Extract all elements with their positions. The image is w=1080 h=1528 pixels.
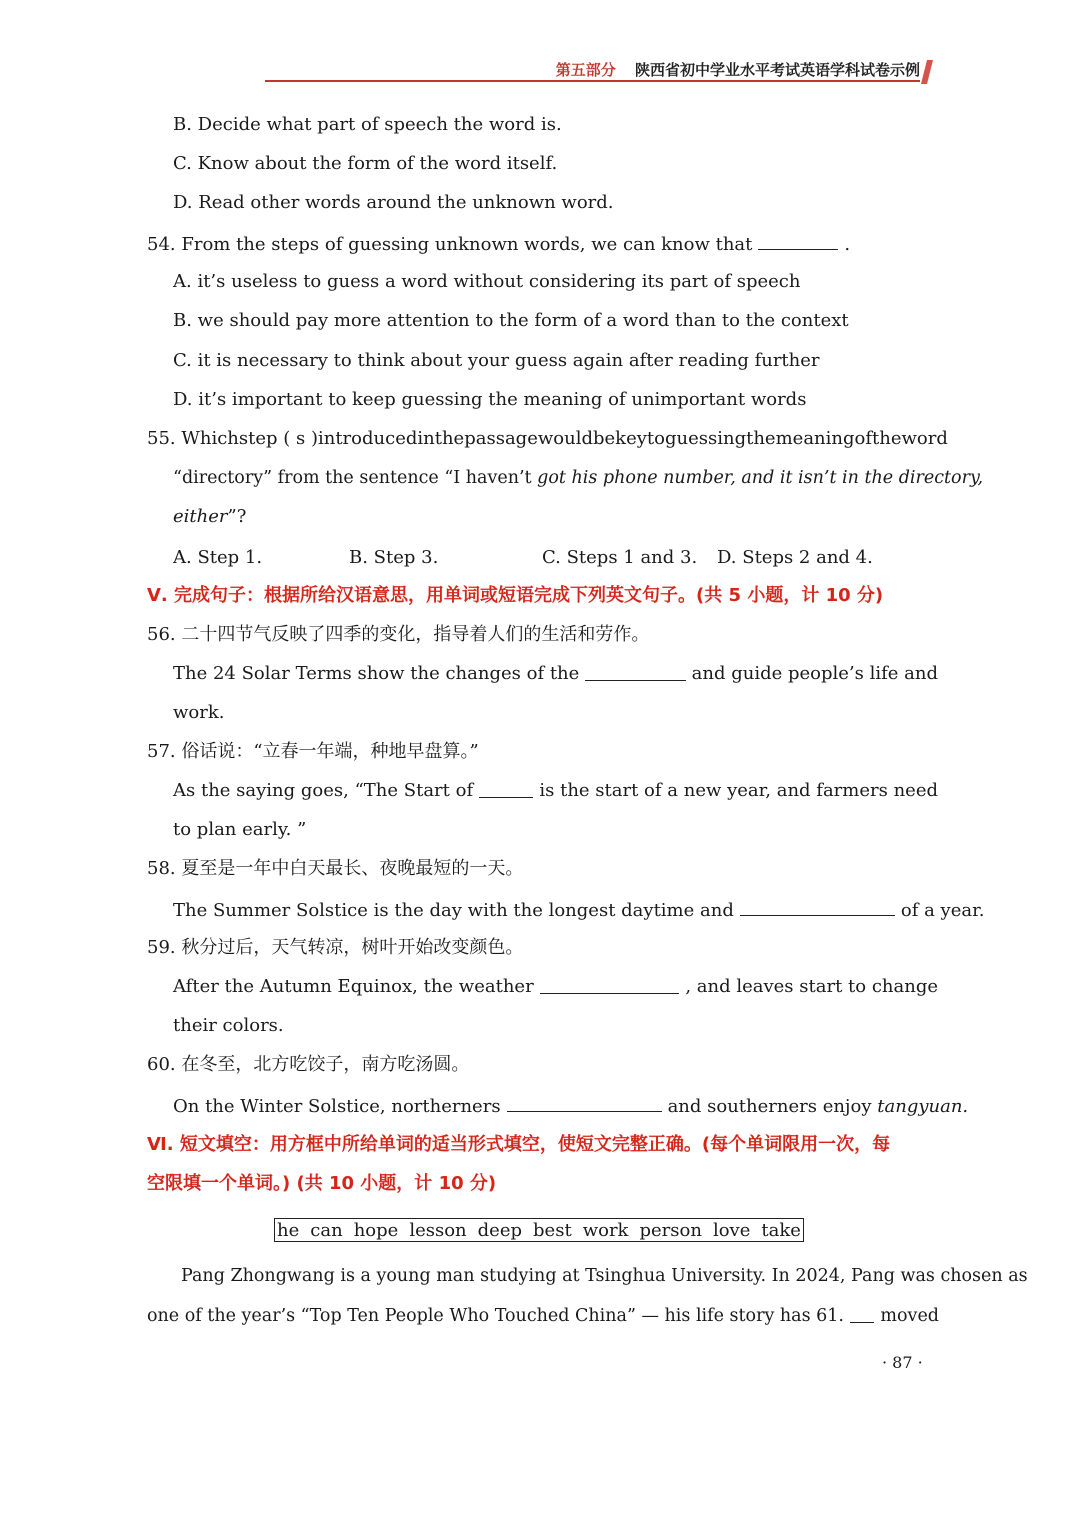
passage-line2-end: moved [880, 1306, 939, 1326]
q55-stem-line1 [147, 427, 948, 451]
q55-line3-quote: either [173, 506, 228, 527]
q53-option-d: D. Read other words around the unknown word. [173, 192, 614, 213]
q56-text-pre: The 24 Solar Terms show the changes of the [173, 663, 580, 684]
q54-stem [147, 231, 850, 257]
word-box-item: he [277, 1219, 300, 1241]
q55-word: the [434, 428, 465, 449]
q60-answer-blank[interactable] [507, 1093, 662, 1112]
q57-text-pre: As the saying goes, “The Start of [173, 780, 474, 801]
q60-chinese: 60. 在冬至，北方吃饺子，南方吃汤圆。 [147, 1054, 470, 1075]
q60-text-pre: On the Winter Solstice, northerners [173, 1096, 501, 1117]
q57-chinese: 57. 俗话说：“立春一年端，种地早盘算。” [147, 741, 479, 762]
q58-answer-blank[interactable] [740, 897, 895, 916]
section-vi-heading-line2: 空限填一个单词。) (共 10 小题，计 10 分) [147, 1173, 497, 1194]
q55-word: of [854, 428, 873, 449]
q60-italic-word: tangyuan. [877, 1096, 969, 1117]
q55-line2-text: “directory” from the sentence “I haven’t [173, 468, 532, 488]
word-box-item: can [310, 1219, 343, 1241]
q54-option-b: B. we should pay more attention to the form of a word than to the context [173, 310, 849, 331]
header-title: 陕西省初中学业水平考试英语学科试卷示例 [634, 61, 920, 79]
q55-word: meaning [775, 428, 855, 449]
q57-answer-blank[interactable] [479, 779, 533, 798]
q54-option-c: C. it is necessary to think about your guess again after reading further [173, 350, 820, 371]
q56-answer-blank[interactable] [585, 662, 685, 681]
word-box-item: person [639, 1219, 702, 1241]
q57-english [173, 779, 938, 803]
q60-english [173, 1093, 968, 1119]
header-rule [265, 80, 920, 82]
q53-option-b: B. Decide what part of speech the word is. [173, 114, 562, 135]
q59-english [173, 975, 938, 999]
q55-word: to [646, 428, 665, 449]
q54-stem-text: 54. From the steps of guessing unknown words, we can know that [147, 234, 753, 255]
section-vi-heading-line1: Ⅵ. 短文填空：用方框中所给单词的适当形式填空，使短文完整正确。(每个单词限用一次，每 [147, 1134, 891, 1155]
q55-stem-line3 [173, 505, 246, 529]
q54-option-a: A. it’s useless to guess a word without considering its part of speech [173, 271, 801, 292]
q54-stem-end: . [844, 234, 851, 255]
page-header [265, 58, 930, 84]
q55-option-d: D. Steps 2 and 4. [717, 547, 873, 568]
q56-text-post: and guide people’s life and [691, 663, 938, 684]
q56-english [173, 662, 938, 686]
header-tag [556, 59, 920, 80]
q55-word: guessing [664, 428, 747, 449]
word-box-item: best [533, 1219, 572, 1241]
q55-word: step ( s ) [238, 428, 318, 449]
word-box-item: love [712, 1219, 751, 1241]
q54-answer-blank[interactable] [758, 231, 838, 250]
q55-line2-quote: got his phone number, and it isn’t in the directory, [537, 468, 984, 488]
q59-english-cont: their colors. [173, 1015, 284, 1036]
q55-word: 55. Which [147, 428, 239, 449]
q55-option-b: B. Step 3. [349, 547, 439, 568]
q59-text-pre: After the Autumn Equinox, the weather [173, 976, 534, 997]
passage-line2 [147, 1304, 939, 1328]
q58-text-pre: The Summer Solstice is the day with the longest daytime and [173, 900, 734, 921]
page-number: · 87 · [882, 1353, 923, 1372]
q59-answer-blank[interactable] [540, 975, 680, 994]
q55-word: be [592, 428, 616, 449]
q55-stem-line2 [173, 466, 983, 490]
q55-option-a: A. Step 1. [173, 547, 263, 568]
section-label: 第五部分 [555, 61, 616, 79]
q55-word: introduced [317, 428, 418, 449]
q60-text-post: and southerners enjoy [667, 1096, 872, 1117]
section-v-heading: Ⅴ. 完成句子：根据所给汉语意思，用单词或短语完成下列英文句子。(共 5 小题，计 10 分) [147, 585, 884, 606]
q55-options [173, 546, 873, 570]
q56-english-cont: work. [173, 702, 225, 723]
passage-line1: Pang Zhongwang is a young man studying at Tsinghua University. In 2024, Pang was chosen as [181, 1266, 1028, 1286]
q58-english [173, 897, 984, 923]
q55-word: passage [464, 428, 538, 449]
q56-chinese: 56. 二十四节气反映了四季的变化，指导着人们的生活和劳作。 [147, 624, 650, 645]
word-box-item: work [582, 1219, 629, 1241]
passage-line2-text: one of the year’s “Top Ten People Who Touched China” — his life story has 61. [147, 1306, 844, 1326]
q55-word: the [746, 428, 776, 449]
q55-word: the [872, 428, 902, 449]
q59-text-post: , and leaves start to change [685, 976, 938, 997]
q55-word: in [417, 428, 435, 449]
q55-line3-end: ”? [227, 506, 247, 527]
word-box-item: take [761, 1219, 801, 1241]
q55-word: key [615, 428, 647, 449]
q54-option-d: D. it’s important to keep guessing the meaning of unimportant words [173, 389, 807, 410]
word-box-item: lesson [409, 1219, 467, 1241]
word-box-item: deep [477, 1219, 523, 1241]
q55-word: would [537, 428, 593, 449]
word-box-item: hope [353, 1219, 399, 1241]
q53-option-c: C. Know about the form of the word itself. [173, 153, 558, 174]
q57-text-post: is the start of a new year, and farmers need [539, 780, 938, 801]
header-accent-bar [921, 60, 933, 84]
word-box [274, 1218, 804, 1242]
q55-word: word [901, 428, 948, 449]
q59-chinese: 59. 秋分过后，天气转凉，树叶开始改变颜色。 [147, 937, 524, 958]
q57-english-cont: to plan early. ” [173, 819, 307, 840]
q55-option-c: C. Steps 1 and 3. [542, 547, 698, 568]
blank-61[interactable] [850, 1304, 874, 1323]
q58-text-post: of a year. [900, 900, 985, 921]
q58-chinese: 58. 夏至是一年中白天最长、夜晚最短的一天。 [147, 858, 524, 879]
